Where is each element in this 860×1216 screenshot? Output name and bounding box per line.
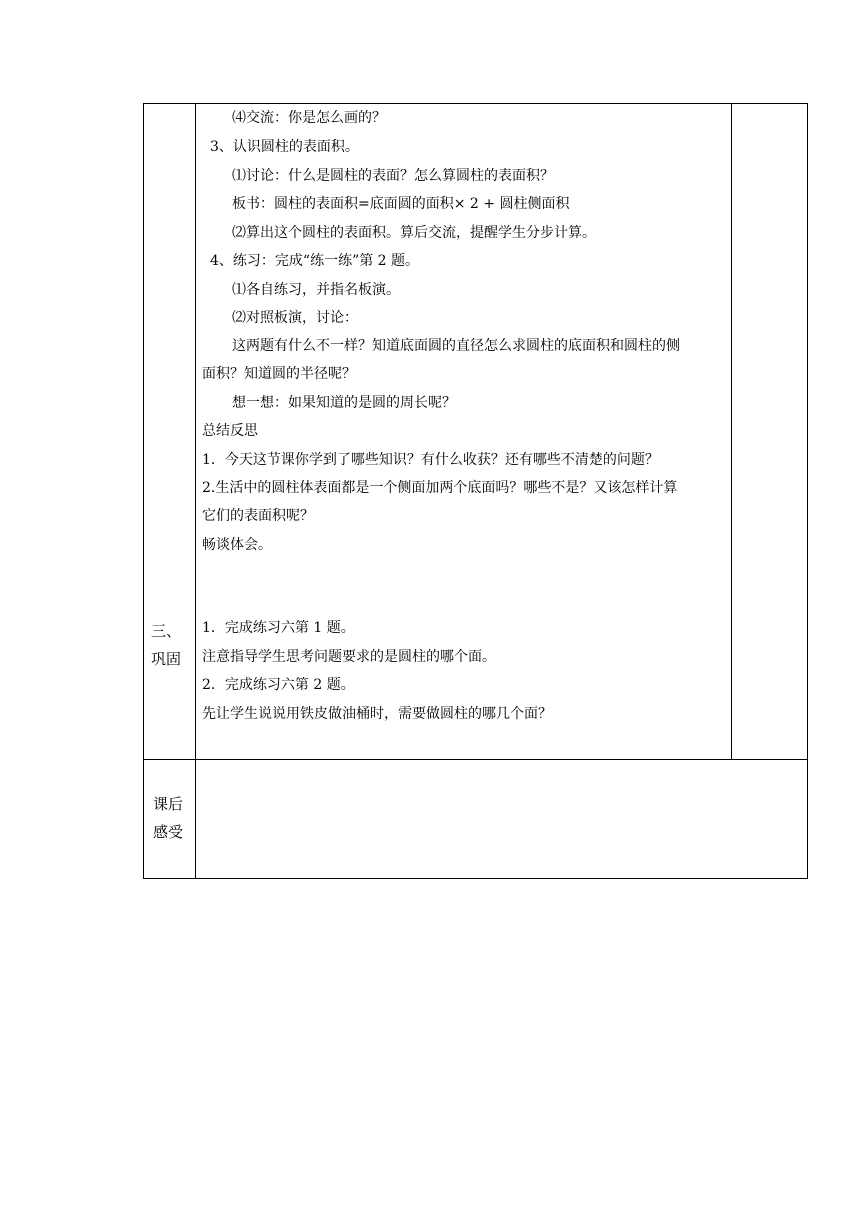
- content-line-11: 想一想：如果知道的是圆的周长呢？: [232, 395, 456, 411]
- content-line-4: 板书：圆柱的表面积=底面圆的面积× 2 + 圆柱侧面积: [232, 196, 570, 212]
- section-three-label-line2: 巩固: [151, 650, 182, 668]
- content-line-6: 4、练习：完成“练一练”第 2 题。: [210, 253, 420, 269]
- content-line-12: 总结反思: [202, 423, 258, 439]
- content-line-19: 2．完成练习六第 2 题。: [202, 677, 355, 693]
- content-line-3: ⑴讨论：什么是圆柱的表面？怎么算圆柱的表面积？: [232, 168, 554, 184]
- content-line-20: 先让学生说说用铁皮做油桶时，需要做圆柱的哪几个面？: [202, 706, 552, 722]
- content-line-7: ⑴各自练习，并指名板演。: [232, 282, 400, 298]
- content-line-16: 畅谈体会。: [202, 537, 272, 553]
- content-line-1: ⑷交流：你是怎么画的？: [232, 110, 386, 126]
- content-line-18: 注意指导学生思考问题要求的是圆柱的哪个面。: [202, 649, 496, 665]
- content-line-17: 1．完成练习六第 1 题。: [202, 620, 355, 636]
- content-line-13: 1．今天这节课你学到了哪些知识？有什么收获？还有哪些不清楚的问题？: [202, 452, 659, 468]
- section-three-label-line1: 三、: [151, 622, 182, 640]
- after-class-label-line1: 课后: [153, 795, 184, 813]
- content-line-9: 这两题有什么不一样？知道底面圆的直径怎么求圆柱的底面积和圆柱的侧: [232, 338, 680, 354]
- content-line-2: 3、认识圆柱的表面积。: [210, 139, 359, 155]
- content-line-10: 面积？知道圆的半径呢？: [202, 366, 356, 382]
- content-line-8: ⑵对照板演，讨论：: [232, 310, 358, 326]
- content-line-15: 它们的表面积呢？: [202, 508, 314, 524]
- content-line-5: ⑵算出这个圆柱的表面积。算后交流，提醒学生分步计算。: [232, 225, 596, 241]
- content-line-14: 2.生活中的圆柱体表面都是一个侧面加两个底面吗？哪些不是？又该怎样计算: [202, 480, 678, 496]
- after-class-label-line2: 感受: [153, 823, 184, 841]
